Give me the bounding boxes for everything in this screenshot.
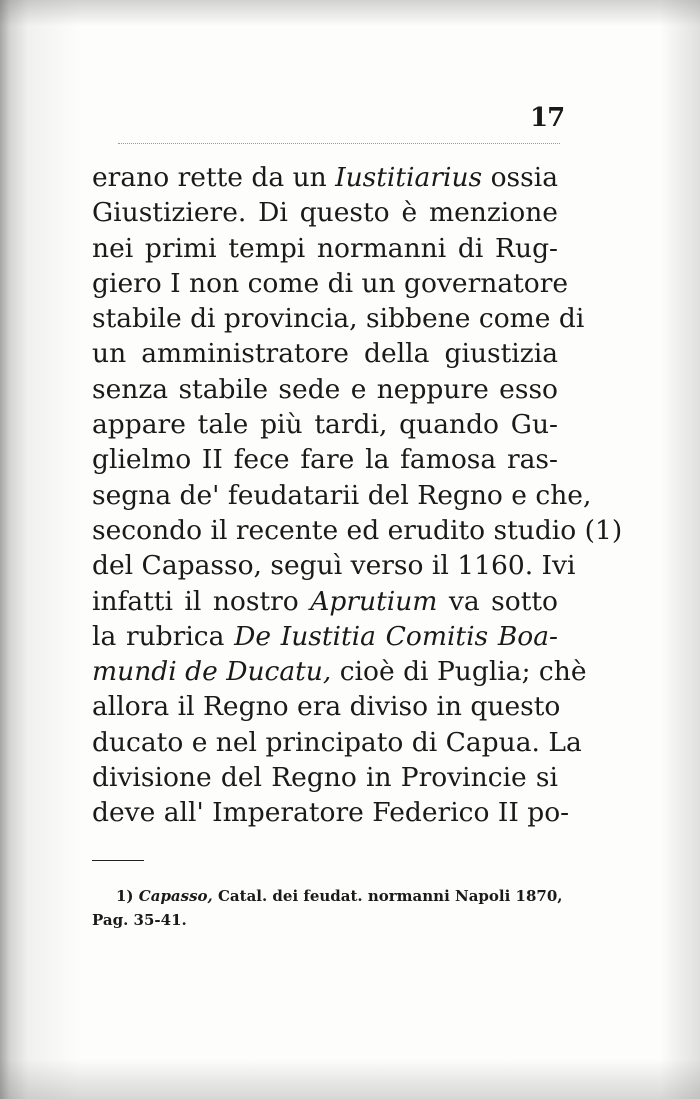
- text-line: secondo il recente ed erudito studio (1): [92, 514, 623, 546]
- page-shadow-left: [0, 0, 80, 1099]
- text-line: del Capasso, seguì verso il 1160. Ivi: [92, 550, 576, 582]
- text-line: mundi de Ducatu, cioè di Puglia; chè: [92, 656, 587, 688]
- text-line: stabile di provincia, sibbene come di: [92, 303, 585, 335]
- text-line: glielmo II fece fare la famosa ras-: [92, 444, 558, 476]
- text-line: segna de' feudatarii del Regno e che,: [92, 479, 592, 511]
- text-line: nei primi tempi normanni di Rug-: [92, 232, 558, 264]
- text-line: erano rette da un Iustitiarius ossia: [92, 162, 559, 193]
- text-line: divisione del Regno in Provincie si: [92, 762, 558, 794]
- body-text: [92, 160, 623, 831]
- footnote-line: 1) Capasso, Catal. dei feudat. normanni Napoli 1870,: [116, 887, 563, 905]
- text-line: ducato e nel principato di Capua. La: [92, 726, 582, 758]
- text-line: senza stabile sede e neppure esso: [92, 373, 558, 405]
- header-rule: [118, 143, 560, 144]
- text-line: Giustiziere. Di questo è menzione: [92, 197, 558, 229]
- text-line: appare tale più tardi, quando Gu-: [92, 409, 558, 441]
- footnote-rule: [92, 860, 144, 861]
- text-line: giero I non come di un governatore: [92, 267, 569, 299]
- footnote-marker: 1): [116, 887, 134, 905]
- text-line: infatti il nostro Aprutium va sotto: [92, 585, 558, 617]
- text-line: allora il Regno era diviso in questo: [92, 691, 561, 723]
- page-shadow-right: [660, 0, 700, 1099]
- text-line: la rubrica De Iustitia Comitis Boa-: [92, 620, 559, 652]
- footnote-line: Pag. 35-41.: [92, 911, 187, 929]
- text-line: un amministratore della giustizia: [92, 338, 558, 370]
- text-line: deve all' Imperatore Federico II po-: [92, 797, 570, 829]
- page-shadow-bottom: [0, 1059, 700, 1099]
- footnote-author: Capasso,: [138, 887, 213, 905]
- page-number: 17: [530, 103, 565, 133]
- footnote: [92, 884, 563, 932]
- page-shadow-top: [0, 0, 700, 26]
